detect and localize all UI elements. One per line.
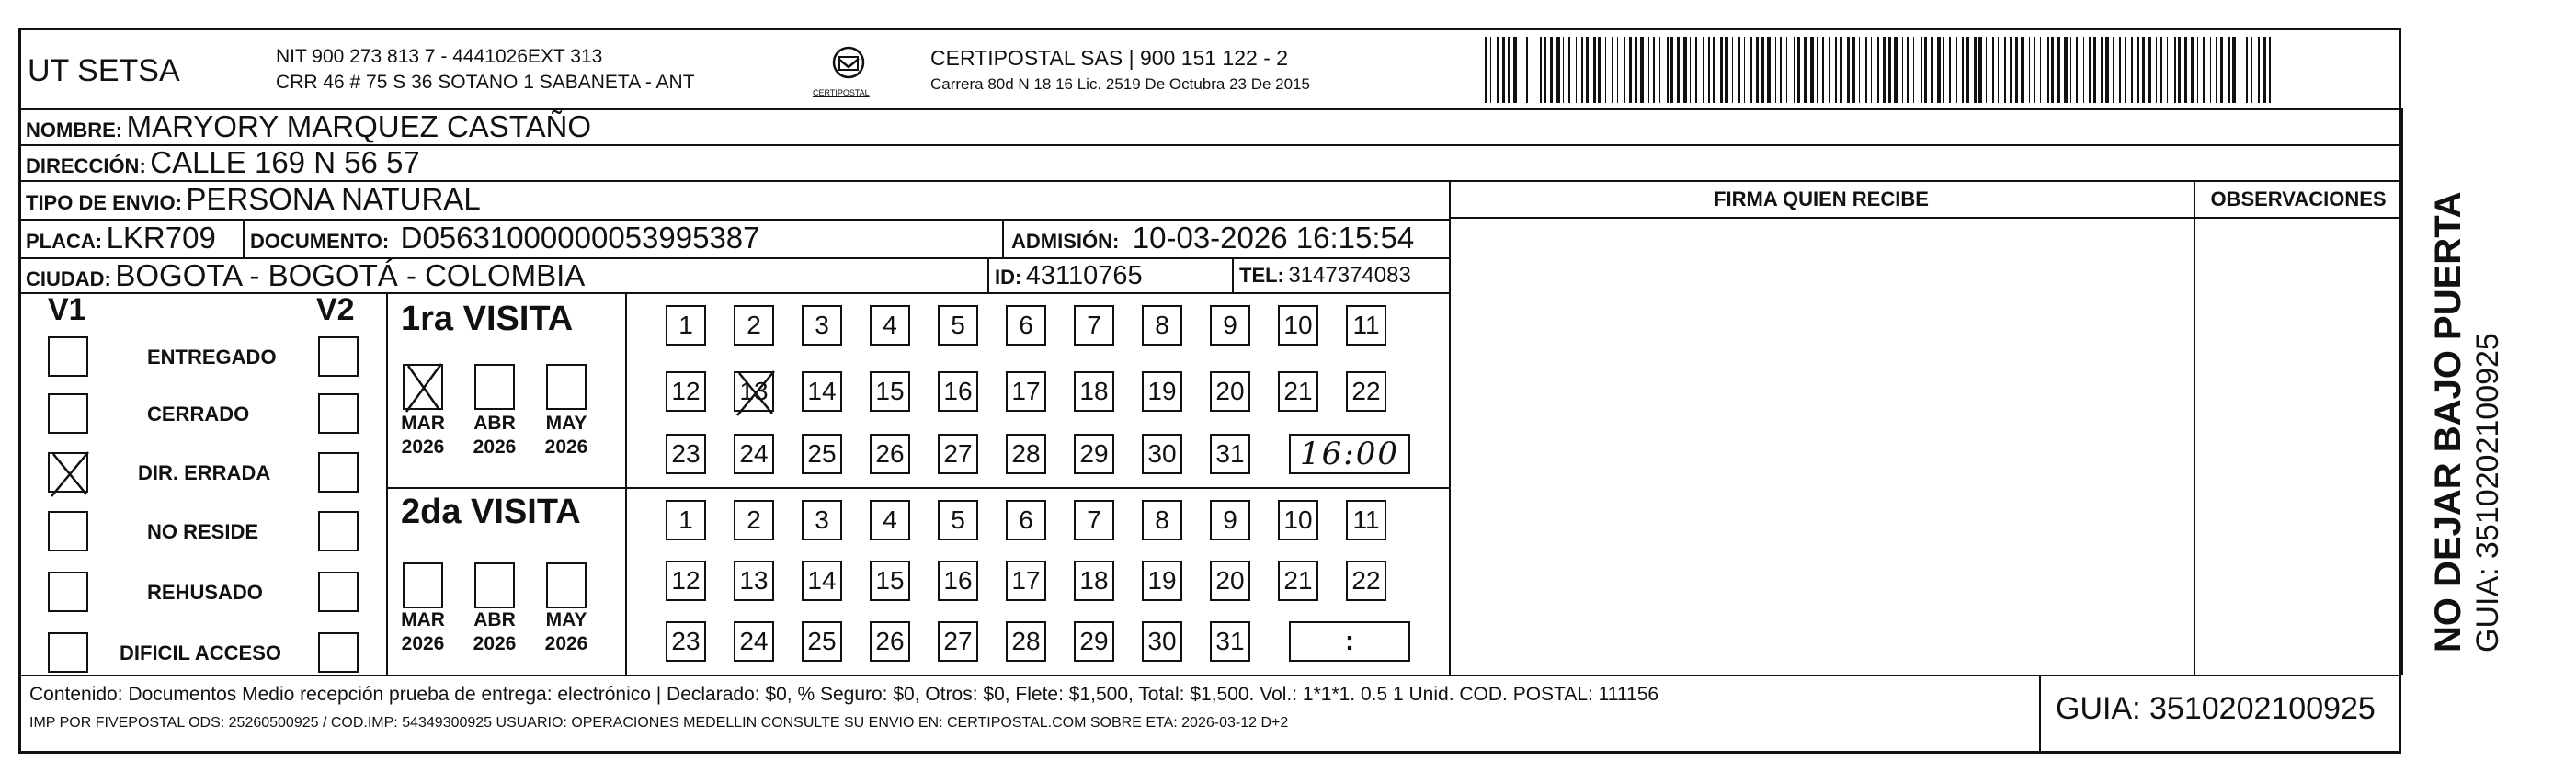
- rule-id-tel: [1232, 257, 1234, 292]
- day-box[interactable]: 31: [1210, 434, 1250, 474]
- barcode-bar: [1978, 37, 1982, 103]
- v2-checkbox[interactable]: [318, 511, 359, 551]
- barcode-bar: [1612, 37, 1613, 103]
- month-checkbox[interactable]: [474, 364, 515, 410]
- status-label: DIR. ERRADA: [138, 461, 271, 484]
- month-label: [393, 412, 452, 460]
- barcode-bar: [1859, 37, 1860, 103]
- placa-value: LKR709: [106, 221, 216, 255]
- barcode-bar: [1744, 37, 1745, 103]
- handwritten-x-mark-icon: [48, 450, 92, 498]
- barcode-bar: [2269, 37, 2271, 103]
- day-box[interactable]: 19: [1142, 371, 1182, 412]
- day-box[interactable]: 11: [1346, 305, 1386, 346]
- day-box[interactable]: 12: [666, 561, 706, 601]
- barcode-bar: [1703, 37, 1704, 103]
- admision-label: ADMISIÓN:: [1011, 230, 1120, 253]
- v1-checkbox[interactable]: [48, 572, 88, 612]
- day-box[interactable]: 12: [666, 371, 706, 412]
- day-box[interactable]: 19: [1142, 561, 1182, 601]
- barcode-bar: [1986, 37, 1987, 103]
- barcode-bar: [1883, 37, 1886, 103]
- day-box[interactable]: 14: [802, 561, 842, 601]
- month-year: 2026: [473, 437, 517, 458]
- company-nit: NIT 900 273 813 7 - 4441026EXT 313: [276, 46, 603, 67]
- imp-text: IMP POR FIVEPOSTAL ODS: 25260500925 / COD.IMP: 54349300925 USUARIO: OPERACIONES MEDELLIN CONSULTE SU ENVIO EN: CERTIPOSTAL.COM SOBRE ETA: 2026-03-12 D+2: [29, 715, 1289, 731]
- barcode-bar: [1683, 37, 1687, 103]
- barcode-bar: [1629, 37, 1632, 103]
- day-box[interactable]: 24: [734, 621, 774, 662]
- barcode-bar: [1829, 37, 1830, 103]
- barcode-bar: [1937, 37, 1941, 103]
- day-box[interactable]: 28: [1006, 434, 1046, 474]
- barcode-bar: [1593, 37, 1596, 103]
- day-box[interactable]: 6: [1006, 305, 1046, 346]
- barcode-bar: [2184, 37, 2187, 103]
- day-box[interactable]: 3: [802, 500, 842, 540]
- month-year: 2026: [544, 633, 588, 654]
- status-label: CERRADO: [147, 403, 250, 426]
- barcode: [1485, 37, 2271, 103]
- barcode-bar: [1822, 37, 1824, 103]
- barcode-bar: [1992, 37, 1994, 103]
- barcode-bar: [1576, 37, 1577, 103]
- barcode-bar: [1902, 37, 1903, 103]
- v1-checkbox[interactable]: [48, 393, 88, 434]
- day-box[interactable]: 1: [666, 305, 706, 346]
- nombre-row: [26, 108, 591, 144]
- guia-footer: GUIA: 3510202100925: [2056, 691, 2376, 726]
- rule-months-days: [625, 292, 627, 675]
- logo-caption: CERTIPOSTAL: [813, 88, 870, 97]
- month-name: MAY: [545, 413, 587, 434]
- rule-ciudad-id: [987, 257, 989, 292]
- day-box[interactable]: 29: [1074, 621, 1114, 662]
- barcode-bar: [1540, 37, 1542, 103]
- barcode-bar: [1871, 37, 1872, 103]
- barcode-bar: [2258, 37, 2260, 103]
- barcode-bar: [1617, 37, 1618, 103]
- v2-checkbox[interactable]: [318, 393, 359, 434]
- day-box[interactable]: 13: [734, 561, 774, 601]
- id-label: ID:: [995, 266, 1022, 289]
- barcode-bar: [1974, 37, 1977, 103]
- barcode-bar: [1624, 37, 1625, 103]
- day-box[interactable]: 28: [1006, 621, 1046, 662]
- day-box[interactable]: 4: [870, 500, 910, 540]
- day-box[interactable]: 13: [734, 371, 774, 412]
- barcode-bar: [2131, 37, 2133, 103]
- barcode-bar: [1761, 37, 1764, 103]
- barcode-bar: [2178, 37, 2181, 103]
- rule-doc-adm: [1002, 219, 1004, 257]
- barcode-bar: [2093, 37, 2096, 103]
- rule-footer: [18, 675, 2401, 676]
- barcode-bar: [1943, 37, 1944, 103]
- day-box[interactable]: 30: [1142, 434, 1182, 474]
- company-name: UT SETSA: [28, 53, 180, 88]
- tipo-label: TIPO DE ENVIO:: [26, 191, 182, 214]
- side-guia: GUIA: 3510202100925: [2470, 333, 2505, 652]
- first-visit-time-box[interactable]: [1289, 434, 1410, 474]
- day-box[interactable]: 1: [666, 500, 706, 540]
- ciudad-value: BOGOTA - BOGOTÁ - COLOMBIA: [115, 258, 586, 292]
- barcode-bar: [2105, 37, 2109, 103]
- barcode-bar: [2101, 37, 2103, 103]
- barcode-bar: [2156, 37, 2157, 103]
- day-box[interactable]: 21: [1278, 561, 1318, 601]
- barcode-bar: [2251, 37, 2252, 103]
- day-box[interactable]: 25: [802, 621, 842, 662]
- v1-checkbox[interactable]: [48, 336, 88, 377]
- barcode-bar: [1648, 37, 1649, 103]
- day-box[interactable]: 17: [1006, 371, 1046, 412]
- day-box[interactable]: 24: [734, 434, 774, 474]
- day-box[interactable]: 10: [1278, 500, 1318, 540]
- barcode-bar: [1568, 37, 1570, 103]
- certipostal-info: CERTIPOSTAL SAS | 900 151 122 - 2: [930, 46, 1289, 70]
- barcode-bar: [2125, 37, 2126, 103]
- barcode-bar: [2137, 37, 2139, 103]
- rule-firma-left: [1449, 180, 1451, 675]
- barcode-bar: [1586, 37, 1589, 103]
- rule-placa-doc: [243, 219, 245, 257]
- direccion-label: DIRECCIÓN:: [26, 154, 146, 177]
- day-box[interactable]: 9: [1210, 305, 1250, 346]
- barcode-bar: [2216, 37, 2217, 103]
- barcode-bar: [1544, 37, 1546, 103]
- barcode-bar: [2197, 37, 2198, 103]
- admision-cell: [1011, 219, 1414, 257]
- barcode-bar: [1775, 37, 1776, 103]
- month-label: [465, 412, 524, 460]
- day-box[interactable]: 18: [1074, 561, 1114, 601]
- barcode-bar: [1502, 37, 1505, 103]
- barcode-bar: [1949, 37, 1951, 103]
- tipo-row: [26, 180, 481, 219]
- admision-value: 10-03-2026 16:15:54: [1132, 221, 1415, 255]
- barcode-bar: [1670, 37, 1673, 103]
- barcode-bar: [1508, 37, 1510, 103]
- barcode-bar: [1640, 37, 1644, 103]
- barcode-bar: [2010, 37, 2012, 103]
- rule-footer-guia: [2039, 675, 2041, 754]
- barcode-bar: [1794, 37, 1795, 103]
- barcode-bar: [1581, 37, 1583, 103]
- barcode-bar: [1653, 37, 1655, 103]
- barcode-bar: [2210, 37, 2211, 103]
- day-box[interactable]: 5: [938, 500, 978, 540]
- barcode-bar: [1888, 37, 1891, 103]
- v2-checkbox[interactable]: [318, 572, 359, 612]
- license-info: Carrera 80d N 18 16 Lic. 2519 De Octubra 23 De 2015: [930, 75, 1310, 93]
- barcode-bar: [1677, 37, 1680, 103]
- rule-visits-split: [386, 487, 1449, 489]
- barcode-bar: [2057, 37, 2060, 103]
- barcode-bar: [1497, 37, 1499, 103]
- barcode-bar: [2040, 37, 2041, 103]
- status-label: ENTREGADO: [147, 346, 277, 369]
- month-year: 2026: [401, 633, 445, 654]
- barcode-bar: [2148, 37, 2151, 103]
- day-box[interactable]: 9: [1210, 500, 1250, 540]
- barcode-bar: [2191, 37, 2194, 103]
- barcode-bar: [1852, 37, 1855, 103]
- month-year: 2026: [544, 437, 588, 458]
- rule-status-visits: [386, 292, 388, 675]
- barcode-bar: [2047, 37, 2049, 103]
- month-name: MAY: [545, 609, 587, 630]
- barcode-bar: [2034, 37, 2035, 103]
- barcode-bar: [1695, 37, 1697, 103]
- rule-side: [2401, 108, 2403, 675]
- rule-columns: [1449, 217, 2401, 219]
- v2-checkbox[interactable]: [318, 336, 359, 377]
- month-year: 2026: [473, 633, 517, 654]
- documento-cell: [250, 219, 760, 257]
- contenido-text: Contenido: Documentos Medio recepción prueba de entrega: electrónico | Declarado: $0, % Seguro: $0, Otros: $0, Flete: $1,500, Total: $1,500. Vol.: 1*1*1. 0.5 1 Unid. COD. POSTAL: 111156: [29, 684, 1659, 705]
- direccion-row: [26, 144, 420, 180]
- barcode-bar: [1756, 37, 1759, 103]
- day-box[interactable]: 15: [870, 371, 910, 412]
- placa-cell: [26, 219, 216, 257]
- day-box[interactable]: 3: [802, 305, 842, 346]
- rule-obs-left: [2194, 180, 2195, 675]
- month-label: [393, 608, 452, 656]
- day-box[interactable]: 4: [870, 305, 910, 346]
- day-box[interactable]: 22: [1346, 561, 1386, 601]
- barcode-bar: [1780, 37, 1782, 103]
- documento-label: DOCUMENTO:: [250, 230, 390, 253]
- barcode-bar: [2119, 37, 2121, 103]
- barcode-bar: [1817, 37, 1818, 103]
- day-box[interactable]: 31: [1210, 621, 1250, 662]
- barcode-bar: [2263, 37, 2266, 103]
- day-box[interactable]: 25: [802, 434, 842, 474]
- month-checkbox[interactable]: [546, 364, 587, 410]
- day-box[interactable]: 26: [870, 434, 910, 474]
- day-box[interactable]: 2: [734, 305, 774, 346]
- direccion-value: CALLE 169 N 56 57: [150, 145, 420, 179]
- barcode-bar: [1667, 37, 1669, 103]
- barcode-bar: [2029, 37, 2030, 103]
- ciudad-label: CIUDAD:: [26, 267, 111, 290]
- observaciones-header: OBSERVACIONES: [2210, 187, 2387, 210]
- barcode-bar: [1708, 37, 1710, 103]
- barcode-bar: [1690, 37, 1691, 103]
- barcode-bar: [1924, 37, 1927, 103]
- month-name: ABR: [473, 413, 516, 434]
- day-box[interactable]: 29: [1074, 434, 1114, 474]
- day-box[interactable]: 20: [1210, 561, 1250, 601]
- day-box[interactable]: 8: [1142, 305, 1182, 346]
- day-box[interactable]: 27: [938, 434, 978, 474]
- barcode-bar: [1786, 37, 1787, 103]
- day-box[interactable]: 7: [1074, 305, 1114, 346]
- month-year: 2026: [401, 437, 445, 458]
- side-text: [2427, 191, 2506, 652]
- day-box[interactable]: 27: [938, 621, 978, 662]
- barcode-bar: [2228, 37, 2230, 103]
- barcode-bar: [1998, 37, 1999, 103]
- barcode-bar: [1956, 37, 1957, 103]
- barcode-bar: [1835, 37, 1837, 103]
- barcode-bar: [2083, 37, 2084, 103]
- v2-checkbox[interactable]: [318, 632, 359, 673]
- side-warning: NO DEJAR BAJO PUERTA: [2428, 191, 2468, 652]
- day-box[interactable]: 17: [1006, 561, 1046, 601]
- barcode-bar: [1556, 37, 1560, 103]
- barcode-bar: [1713, 37, 1715, 103]
- v1-checkbox[interactable]: [48, 452, 88, 493]
- barcode-bar: [1907, 37, 1909, 103]
- tel-label: TEL:: [1239, 264, 1284, 287]
- month-label: [537, 412, 596, 460]
- barcode-bar: [1767, 37, 1771, 103]
- placa-label: PLACA:: [26, 230, 103, 253]
- status-label: DIFICIL ACCESO: [120, 641, 282, 664]
- day-box[interactable]: 23: [666, 621, 706, 662]
- day-box[interactable]: 15: [870, 561, 910, 601]
- barcode-bar: [1877, 37, 1879, 103]
- barcode-bar: [1865, 37, 1867, 103]
- first-visit-time: 16:00: [1300, 436, 1399, 472]
- barcode-bar: [2203, 37, 2205, 103]
- barcode-bar: [2051, 37, 2054, 103]
- first-visit-title: 1ra VISITA: [401, 300, 574, 338]
- day-box[interactable]: 21: [1278, 371, 1318, 412]
- second-visit-time: :: [1345, 626, 1354, 656]
- month-checkbox[interactable]: [403, 562, 443, 608]
- day-box[interactable]: 7: [1074, 500, 1114, 540]
- status-label: REHUSADO: [147, 581, 263, 604]
- barcode-bar: [2174, 37, 2176, 103]
- barcode-bar: [1550, 37, 1553, 103]
- barcode-bar: [1605, 37, 1606, 103]
- handwritten-x-mark-icon: [734, 369, 778, 417]
- barcode-bar: [2246, 37, 2248, 103]
- barcode-bar: [1810, 37, 1814, 103]
- month-checkbox[interactable]: [403, 364, 443, 410]
- rule-ciudad: [18, 292, 1449, 294]
- barcode-bar: [1732, 37, 1733, 103]
- barcode-bar: [1635, 37, 1637, 103]
- barcode-bar: [1526, 37, 1528, 103]
- barcode-bar: [2015, 37, 2018, 103]
- barcode-bar: [1931, 37, 1933, 103]
- day-box[interactable]: 2: [734, 500, 774, 540]
- month-name: ABR: [473, 609, 516, 630]
- company-address: CRR 46 # 75 S 36 SOTANO 1 SABANETA - ANT: [276, 72, 695, 93]
- day-box[interactable]: 18: [1074, 371, 1114, 412]
- barcode-bar: [1797, 37, 1800, 103]
- day-box[interactable]: 22: [1346, 371, 1386, 412]
- barcode-bar: [1725, 37, 1728, 103]
- month-name: MAR: [401, 413, 445, 434]
- nombre-value: MARYORY MARQUEZ CASTAÑO: [126, 109, 592, 143]
- second-visit-title: 2da VISITA: [401, 493, 581, 531]
- month-label: [537, 608, 596, 656]
- barcode-bar: [1659, 37, 1660, 103]
- barcode-bar: [1894, 37, 1898, 103]
- barcode-bar: [1921, 37, 1922, 103]
- day-box[interactable]: 10: [1278, 305, 1318, 346]
- v1-checkbox[interactable]: [48, 511, 88, 551]
- day-box[interactable]: 8: [1142, 500, 1182, 540]
- barcode-bar: [2070, 37, 2071, 103]
- day-box[interactable]: 14: [802, 371, 842, 412]
- day-box[interactable]: 26: [870, 621, 910, 662]
- barcode-bar: [1490, 37, 1491, 103]
- day-box[interactable]: 11: [1346, 500, 1386, 540]
- day-box[interactable]: 16: [938, 561, 978, 601]
- id-cell: [995, 257, 1143, 292]
- barcode-bar: [2160, 37, 2162, 103]
- month-checkbox[interactable]: [546, 562, 587, 608]
- nombre-label: NOMBRE:: [26, 119, 123, 142]
- barcode-bar: [2142, 37, 2145, 103]
- tel-cell: [1239, 257, 1411, 292]
- month-checkbox[interactable]: [474, 562, 515, 608]
- tipo-value: PERSONA NATURAL: [186, 182, 481, 216]
- month-name: MAR: [401, 609, 445, 630]
- barcode-bar: [1563, 37, 1564, 103]
- barcode-bar: [1840, 37, 1842, 103]
- firma-header: FIRMA QUIEN RECIBE: [1714, 187, 1929, 210]
- barcode-bar: [2004, 37, 2006, 103]
- barcode-bar: [1738, 37, 1740, 103]
- day-box[interactable]: 16: [938, 371, 978, 412]
- documento-value: D05631000000053995387: [400, 221, 760, 255]
- barcode-bar: [2167, 37, 2168, 103]
- barcode-bar: [1804, 37, 1807, 103]
- barcode-bar: [1847, 37, 1850, 103]
- id-value: 43110765: [1025, 261, 1143, 290]
- barcode-bar: [1598, 37, 1601, 103]
- day-box[interactable]: 23: [666, 434, 706, 474]
- handwritten-x-mark-icon: [403, 362, 445, 414]
- barcode-bar: [1966, 37, 1969, 103]
- ciudad-cell: [26, 257, 585, 292]
- barcode-bar: [2064, 37, 2068, 103]
- day-box[interactable]: 30: [1142, 621, 1182, 662]
- barcode-bar: [2113, 37, 2114, 103]
- barcode-bar: [1485, 37, 1487, 103]
- tel-value: 3147374083: [1288, 263, 1411, 288]
- month-label: [465, 608, 524, 656]
- barcode-bar: [2220, 37, 2223, 103]
- barcode-bar: [1962, 37, 1964, 103]
- barcode-bar: [1513, 37, 1517, 103]
- barcode-bar: [2076, 37, 2078, 103]
- day-box[interactable]: 6: [1006, 500, 1046, 540]
- second-visit-time-box[interactable]: [1289, 621, 1410, 662]
- barcode-bar: [2021, 37, 2024, 103]
- barcode-bar: [2232, 37, 2236, 103]
- v1-header: V1: [48, 292, 86, 327]
- v2-header: V2: [316, 292, 355, 327]
- day-box[interactable]: 20: [1210, 371, 1250, 412]
- status-label: NO RESIDE: [147, 520, 259, 543]
- barcode-bar: [2089, 37, 2091, 103]
- v1-checkbox[interactable]: [48, 632, 88, 673]
- barcode-bar: [1720, 37, 1723, 103]
- barcode-bar: [1750, 37, 1752, 103]
- v2-checkbox[interactable]: [318, 452, 359, 493]
- barcode-bar: [1913, 37, 1914, 103]
- day-box[interactable]: 5: [938, 305, 978, 346]
